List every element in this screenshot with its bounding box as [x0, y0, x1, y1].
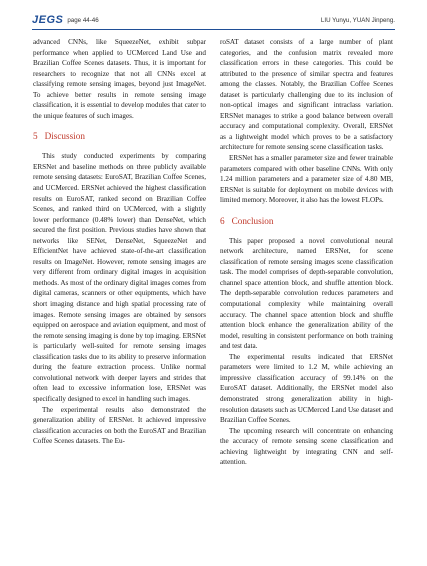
section-number: 5 [33, 131, 38, 142]
right-column [220, 37, 393, 468]
left-column [33, 37, 206, 447]
paragraph: This paper proposed a novel convolutional neural network architecture, named ERSNet, for scene classification of remote sensing images scene classification task. The model comprises of depth-separable convolution, channel space attention block, and shuffle attention block. The depth-separable convolution reduces parameters and computational complexity while maintaining overall accuracy. The channel space attention block and shuffle attention block enhance the generalization ability of the model, resulting in consistent performance on both training and test data. [220, 236, 393, 351]
section-heading-conclusion [220, 216, 393, 227]
section-title: Discussion [44, 131, 85, 142]
running-authors: LIU Yunyu, YUAN Jinpeng. [320, 16, 395, 24]
section-heading-discussion [33, 131, 206, 142]
section-number: 6 [220, 215, 225, 226]
paragraph: The experimental results also demonstrated the generalization ability of ERSNet. It achieved impressive classification accuracies on both the EuroSAT and Brazilian Coffee Scenes datasets. The Eu- [33, 405, 206, 446]
paragraph: This study conducted experiments by comparing ERSNet and baseline methods on three publicly available remote sensing datasets: EuroSAT, Brazilian Coffee Scenes, and UCMerced. ERSNet achieved the highest classification results on EuroSAT, ranked second on Brazilian Coffee Scenes, and ranked third on UCMerced, with a slightly lower performance (0.48% lower) than DenseNet, which secured the first position. Previous studies have shown that networks like SENet, DenseNet, SqueezeNet and EfficientNet have achieved state-of-the-art classification results on ImageNet. However, remote sensing images are very different from ordinary digital images in acquisition methods. As most of the ordinary digital images comes from digital cameras, scanners or other equipments, which have short imaging distance and high spatial processing rate of images. Remote sensing images are obtained by sensors equipped on aerospace and aviation equipment, and most of the remote sensing imaging is done by top imaging. ERSNet is particularly well-suited for remote sensing images classification tasks due to its ability to preserve information during the feature extraction process. Unlike normal convolutional network with deeper layers and strides that often lead to excessive information lose, ERSNet was specifically designed to excel in handling such images. [33, 152, 206, 403]
page-header [32, 12, 395, 28]
paragraph: roSAT dataset consists of a large number of plant categories, and the confusion matrix revealed more classification errors in these categories. This could be attributed to the presence of similar spectra and features among the classes. Notably, the Brazilian Coffee Scenes dataset is particularly challenging due to its inclusion of non-optical images and significant intraclass variation. ERSNet manages to strike a good balance between overall accuracy and computational complexity. Overall, ERSNet as a lightweight model which proves to be a satisfactory architecture for remote sensing scene classification tasks. [220, 38, 393, 152]
paragraph: ERSNet has a smaller parameter size and fewer trainable parameters compared with other baseline CNNs. With only 1.24 million parameters and a parameter size of 4.80 MB, ERSNet is suitable for deployment on mobile devices with limited memory. Moreover, it also has the lowest FLOPs. [220, 154, 393, 205]
journal-logo: JEGS [32, 14, 64, 26]
paragraph: The upcoming research will concentrate on enhancing the accuracy of remote sensing scene classification and achieving lightweight by integrating CNN and self-attention. [220, 426, 393, 467]
paragraph: advanced CNNs, like SqueezeNet, exhibit subpar performance when applied to UCMerced Land Use and Brazilian Coffee Scenes datasets. Thus, it is important for researchers to recognize that not all CNNs excel at classifying remote sensing images, beyond just ImageNet. To achieve better results in remote sensing image classification, it is essential to develop modules that cater to the unique features of such images. [33, 38, 206, 120]
paragraph: The experimental results indicated that ERSNet parameters were limited to 1.2 M, while achieving an impressive classification accuracy of 99.14% on the EuroSAT dataset. Additionally, the ERSNet model also demonstrated strong generalization ability in high-resolution datasets such as UCMerced Land Use dataset and Brazilian Coffee Scenes. [220, 352, 393, 425]
section-title: Conclusion [231, 215, 274, 226]
header-rule [32, 29, 395, 30]
header-left [32, 14, 99, 26]
page-range: page 44-46 [67, 16, 99, 24]
